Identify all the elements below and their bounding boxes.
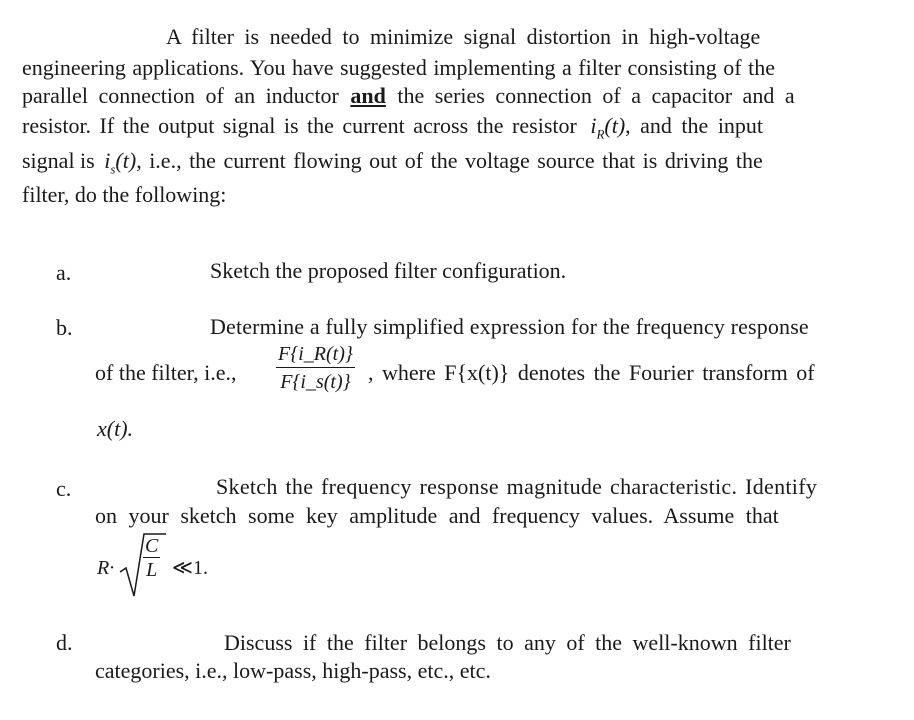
fraction-denominator: F{i_s(t)} xyxy=(280,371,351,393)
item-b-text-3: x(t). xyxy=(97,416,134,441)
condition-numerator: C xyxy=(145,535,159,557)
item-d-text-1: Discuss if the filter belongs to any of the well-known filter xyxy=(224,630,791,655)
item-d-text-2: categories, i.e., low-pass, high-pass, etc., etc. xyxy=(95,658,491,683)
fraction-bar xyxy=(276,367,355,368)
frequency-response-fraction xyxy=(276,344,355,392)
condition-bar xyxy=(143,557,160,558)
item-d-label: d. xyxy=(56,630,73,655)
condition-fraction xyxy=(143,536,160,580)
item-b-text-2a: of the filter, i.e., xyxy=(95,360,237,385)
item-c-label: c. xyxy=(56,476,72,501)
item-a-label: a. xyxy=(56,260,72,285)
condition-denominator: L xyxy=(146,559,158,581)
item-c-text-2: on your sketch some key amplitude and frequency values. Assume that xyxy=(95,503,779,528)
intro-line-3: parallel connection of an inductor and the series connection of a capacitor and a xyxy=(22,83,795,108)
intro-line-2: engineering applications. You have suggested implementing a filter consisting of the xyxy=(22,55,775,80)
item-c-text-1: Sketch the frequency response magnitude characteristic. Identify xyxy=(216,474,818,499)
intro-line-1: A filter is needed to minimize signal distortion in high-voltage xyxy=(166,24,761,49)
intro-line-6: filter, do the following: xyxy=(22,182,227,207)
item-b-label: b. xyxy=(56,315,73,340)
condition-relation: ≪1. xyxy=(172,557,208,579)
condition-R: R· xyxy=(97,557,115,579)
emphasis-and: and xyxy=(350,83,386,108)
item-a-text: Sketch the proposed filter configuration. xyxy=(210,258,567,283)
item-b-text-1: Determine a fully simplified expression for the frequency response xyxy=(210,314,809,339)
fraction-numerator: F{i_R(t)} xyxy=(278,343,353,365)
item-b-text-2b: , where F{x(t)} denotes the Fourier transform of xyxy=(368,360,815,385)
intro-line-5: signal is $i_s(t)$, i.e., the current flowing out of the voltage source that is driving the xyxy=(22,148,763,177)
intro-line-4: resistor. If the output signal is the current across the resistor $i_R(t)$, and the input xyxy=(22,113,764,142)
